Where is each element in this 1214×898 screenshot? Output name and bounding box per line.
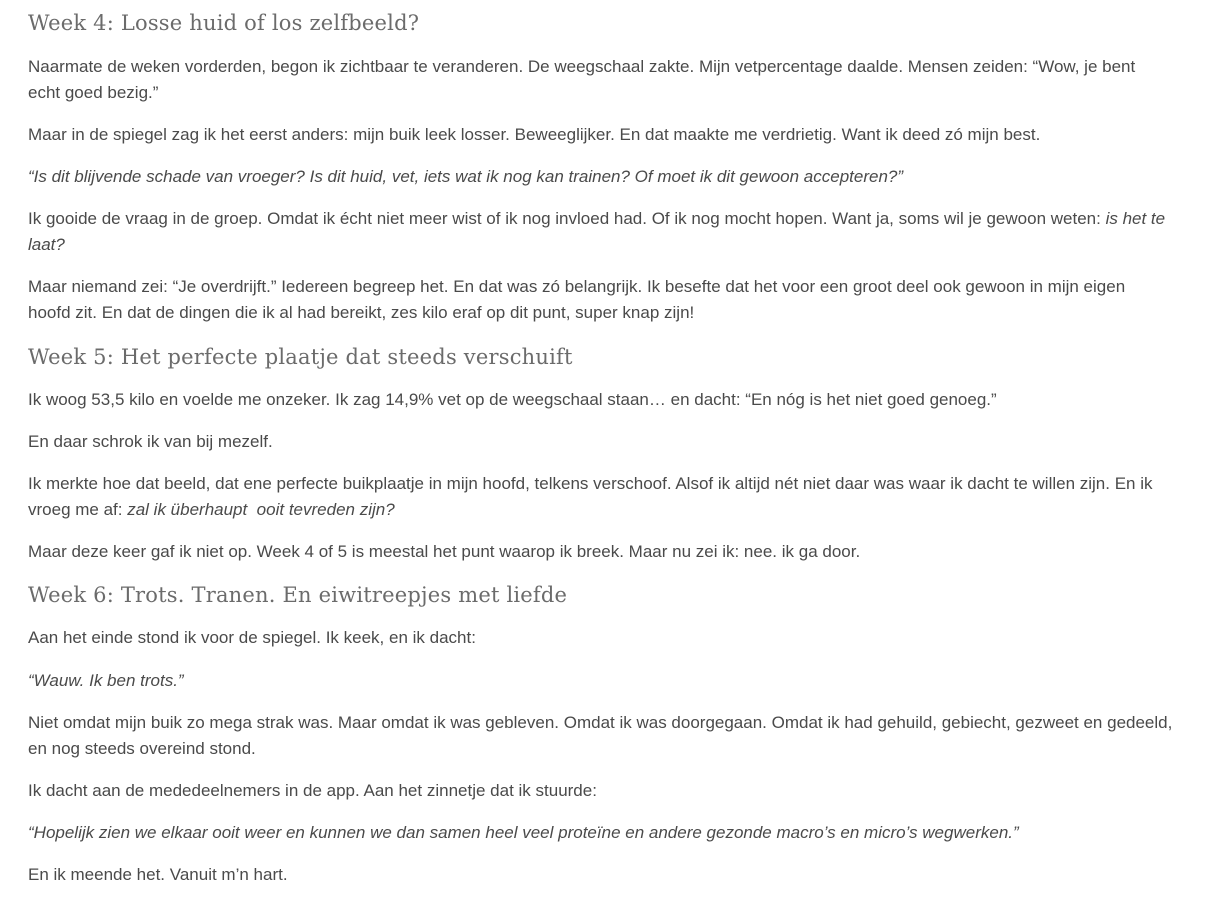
section-heading-week-6: Week 6: Trots. Tranen. En eiwitreepjes met liefde	[28, 583, 568, 607]
paragraph	[28, 206, 1168, 258]
paragraph: Ik woog 53,5 kilo en voelde me onzeker. Ik zag 14,9% vet op de weegschaal staan… en dacht: “En nóg is het niet goed genoeg.”	[28, 390, 997, 409]
paragraph-text: Ik gooide de vraag in de groep. Omdat ik écht niet meer wist of ik nog invloed had. Of ik nog mocht hopen. Want ja, soms wil je gewoon weten:	[28, 209, 1106, 228]
paragraph: En ik meende het. Vanuit m’n hart.	[28, 865, 288, 884]
paragraph	[28, 471, 1153, 523]
paragraph-italic-text: is het te laat?	[28, 209, 1166, 254]
section-heading-week-5: Week 5: Het perfecte plaatje dat steeds verschuift	[28, 345, 573, 369]
paragraph-text: Ik merkte hoe dat beeld, dat ene perfecte buikplaatje in mijn hoofd, telkens verschoof. Alsof ik altijd nét niet daar was waar ik dacht te willen zijn. En ik vroeg me af:	[28, 474, 1153, 519]
paragraph-italic-text: zal ik überhaupt ooit tevreden zijn?	[127, 500, 395, 519]
quote-paragraph: “Is dit blijvende schade van vroeger? Is dit huid, vet, iets wat ik nog kan trainen? Of moet ik dit gewoon accepteren?”	[28, 167, 904, 186]
paragraph: Niet omdat mijn buik zo mega strak was. Maar omdat ik was gebleven. Omdat ik was doorgegaan. Omdat ik had gehuild, gebiecht, gezweet en gedeeld, en nog steeds overeind stond.	[28, 713, 1173, 758]
paragraph: Naarmate de weken vorderden, begon ik zichtbaar te veranderen. De weegschaal zakte. Mijn vetpercentage daalde. Mensen zeiden: “Wow, je bent echt goed bezig.”	[28, 57, 1136, 102]
paragraph: Ik dacht aan de mededeelnemers in de app. Aan het zinnetje dat ik stuurde:	[28, 781, 597, 800]
quote-paragraph: “Wauw. Ik ben trots.”	[28, 671, 184, 690]
paragraph: Maar niemand zei: “Je overdrijft.” Iedereen begreep het. En dat was zó belangrijk. Ik besefte dat het voor een groot deel ook gewoon in mijn eigen hoofd zit. En dat de dingen die ik al had bereikt, zes kilo eraf op dit punt, super knap zijn!	[28, 277, 1126, 322]
section-heading-week-4: Week 4: Losse huid of los zelfbeeld?	[28, 11, 420, 35]
paragraph: Aan het einde stond ik voor de spiegel. Ik keek, en ik dacht:	[28, 628, 476, 647]
quote-paragraph: “Hopelijk zien we elkaar ooit weer en kunnen we dan samen heel veel proteïne en andere gezonde macro’s en micro’s wegwerken.”	[28, 823, 1019, 842]
paragraph: Maar deze keer gaf ik niet op. Week 4 of 5 is meestal het punt waarop ik breek. Maar nu zei ik: nee. ik ga door.	[28, 542, 861, 561]
paragraph: En daar schrok ik van bij mezelf.	[28, 432, 273, 451]
paragraph: Maar in de spiegel zag ik het eerst anders: mijn buik leek losser. Beweeglijker. En dat maakte me verdrietig. Want ik deed zó mijn best.	[28, 125, 1041, 144]
